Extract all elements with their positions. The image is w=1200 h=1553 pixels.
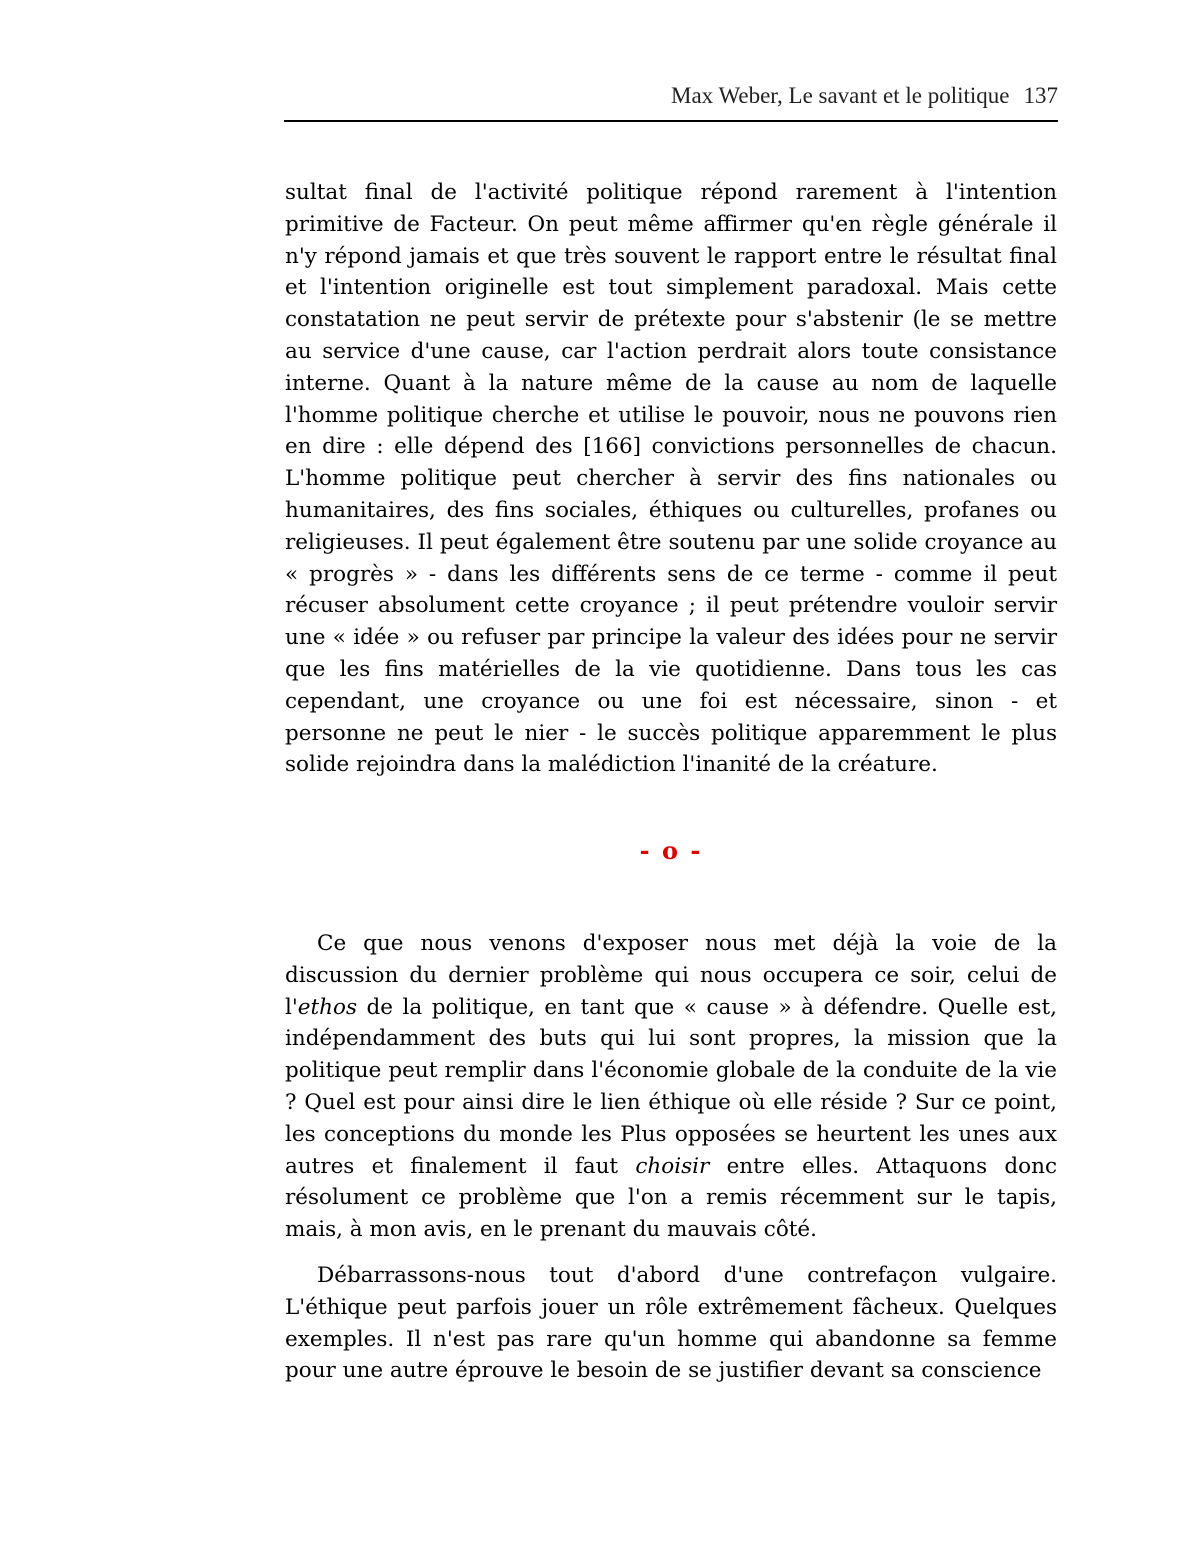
paragraph-contrefacon: Débarrassons-nous tout d'abord d'une contrefaçon vulgaire. L'éthique peut parfois jouer un rôle extrêmement fâcheux. Quelques exemples. Il n'est pas rare qu'un homme qui abandonne sa femme pour une autre éprouve le besoin de se justifier devant sa conscience xyxy=(285,1262,1057,1384)
paragraph-ethos xyxy=(285,928,1057,1246)
page-body-bottom xyxy=(285,928,1057,1387)
page-number: 137 xyxy=(1023,83,1058,108)
paragraph-ethos-part3: entre elles. Attaquons donc résolument ce problème que l'on a remis récemment sur le tapis, mais, à mon avis, en le prenant du mauvais côté. xyxy=(285,1153,1057,1243)
section-separator: - o - xyxy=(639,836,703,865)
page-body-top xyxy=(285,177,1057,781)
header-rule xyxy=(284,120,1058,122)
continuation-paragraph: sultat final de l'activité politique répond rarement à l'intention primitive de Facteur. On peut même affirmer qu'en règle générale il n'y répond jamais et que très souvent le rapport entre le résultat final et l'intention originelle est tout simplement paradoxal. Mais cette constatation ne peut servir de prétexte pour s'abstenir (le se mettre au service d'une cause, car l'action perdrait alors toute consistance interne. Quant à la nature même de la cause au nom de laquelle l'homme politique cherche et utilise le pouvoir, nous ne pouvons rien en dire : elle dépend des [166] convictions personnelles de chacun. L'homme politique peut chercher à servir des fins nationales ou humanitaires, des fins sociales, éthiques ou culturelles, profanes ou religieuses. Il peut également être soutenu par une solide croyance au « progrès » - dans les différents sens de ce terme - comme il peut récuser absolument cette croyance ; il peut prétendre vouloir servir une « idée » ou refuser par principe la valeur des idées pour ne servir que les fins matérielles de la vie quotidienne. Dans tous les cas cependant, une croyance ou une foi est nécessaire, sinon - et personne ne peut le nier - le succès politique apparemment le plus solide rejoindra dans la malédiction l'inanité de la créature. xyxy=(285,180,1057,778)
paragraph-ethos-part2: de la politique, en tant que « cause » à défendre. Quelle est, indépendamment des buts qui lui sont propres, la mission que la politique peut remplir dans l'économie globale de la conduite de la vie ? Quel est pour ainsi dire le lien éthique où elle réside ? Sur ce point, les conceptions du monde les Plus opposées se heurtent les unes aux autres et finalement il faut xyxy=(285,994,1057,1179)
running-title: Max Weber, Le savant et le politique xyxy=(671,83,1010,108)
choisir-italic: choisir xyxy=(635,1153,710,1179)
running-header xyxy=(284,80,1058,112)
paragraph-ethos-part1: Ce que nous venons d'exposer nous met déjà la voie de la discussion du dernier problème qui nous occupera ce soir, celui de l' xyxy=(285,931,1057,1020)
ethos-italic: ethos xyxy=(297,994,357,1020)
